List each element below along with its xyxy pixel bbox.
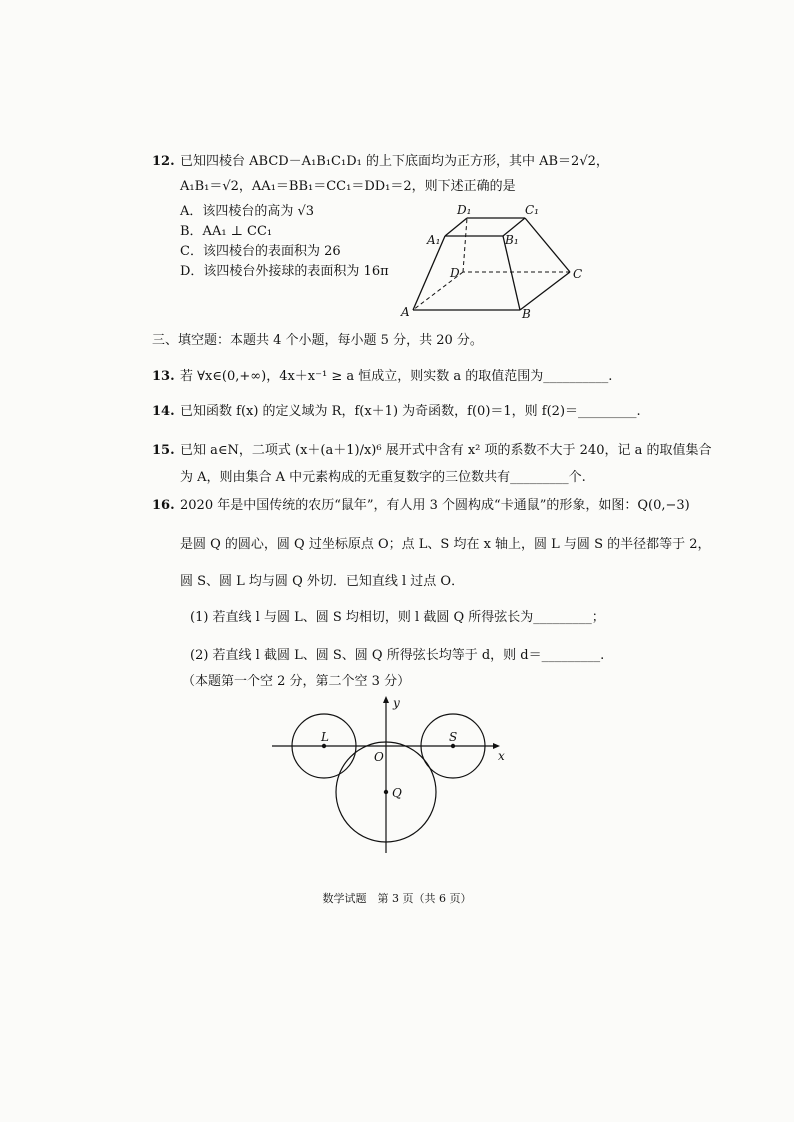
label-C1: C₁ [525,203,539,217]
q16-line1: 2020 年是中国传统的农历“鼠年”，有人用 3 个圆构成“卡通鼠”的形象，如图：Q(0,−3) [180,498,690,513]
frustum-figure [395,198,595,323]
q16-number: 16. [152,498,175,513]
q14-number: 14. [152,404,175,419]
page-footer: 数学试题 第 3 页（共 6 页） [322,892,472,905]
label-Q: Q [392,786,402,800]
q12-number: 12. [152,154,175,169]
q15-number: 15. [152,443,175,458]
label-A: A [401,305,410,319]
q12-option-a: A．该四棱台的高为 √3 [180,204,315,219]
label-B: B [522,307,531,321]
q16-line3: 圆 S、圆 L 均与圆 Q 外切．已知直线 l 过点 O． [180,574,465,589]
q13-text: 若 ∀x∈(0,+∞)，4x＋x⁻¹ ≥ a 恒成立，则实数 a 的取值范围为__________. [180,369,613,384]
q15-line1: 已知 a∈N，二项式 (x＋(a＋1)/x)⁶ 展开式中含有 x² 项的系数不大于 240，记 a 的取值集合 [180,443,712,458]
q16-sub2: (2) 若直线 l 截圆 L、圆 S、圆 Q 所得弦长均等于 d，则 d＝_________. [190,648,605,663]
label-B1: B₁ [505,233,519,247]
point-L [322,744,326,748]
y-axis-arrow [383,696,389,703]
q16-note: （本题第一个空 2 分，第二个空 3 分） [182,674,411,689]
label-A1: A₁ [427,233,441,247]
label-O: O [374,750,384,764]
q12-line1: 已知四棱台 ABCD－A₁B₁C₁D₁ 的上下底面均为正方形，其中 AB＝2√2， [180,154,609,169]
edge-DD1-hidden [463,218,467,272]
label-D: D [450,266,460,280]
label-L: L [321,730,329,744]
q12-option-c: C．该四棱台的表面积为 26 [180,244,341,259]
label-D1: D₁ [457,203,472,217]
label-y: y [393,696,400,710]
edge-AA1 [413,236,445,310]
edge-BB1 [503,236,520,310]
q12-option-d: D．该四棱台外接球的表面积为 16π [180,264,389,279]
q16-sub1: (1) 若直线 l 与圆 L、圆 S 均相切，则 l 截圆 Q 所得弦长为_________； [190,610,605,625]
section-3-heading: 三、填空题：本题共 4 个小题，每小题 5 分，共 20 分。 [152,333,483,348]
q12-line2: A₁B₁＝√2，AA₁＝BB₁＝CC₁＝DD₁＝2，则下述正确的是 [180,179,516,194]
edge-CC1 [525,218,570,272]
mouse-circles-figure [260,693,520,858]
label-x: x [498,749,505,763]
q15-line2: 为 A，则由集合 A 中元素构成的无重复数字的三位数共有_________个. [180,470,586,485]
q13-number: 13. [152,369,175,384]
point-Q [384,790,388,794]
q14-text: 已知函数 f(x) 的定义域为 R，f(x＋1) 为奇函数，f(0)＝1，则 f(2)＝_________. [180,404,641,419]
label-C: C [573,267,583,281]
point-S [451,744,455,748]
q12-option-b: B．AA₁ ⊥ CC₁ [180,224,273,239]
q16-line2: 是圆 Q 的圆心，圆 Q 过坐标原点 O；点 L、S 均在 x 轴上，圆 L 与圆 S 的半径都等于 2， [180,537,711,552]
label-S: S [449,730,458,744]
edge-D1A1 [445,218,467,236]
edge-BC [520,272,570,310]
